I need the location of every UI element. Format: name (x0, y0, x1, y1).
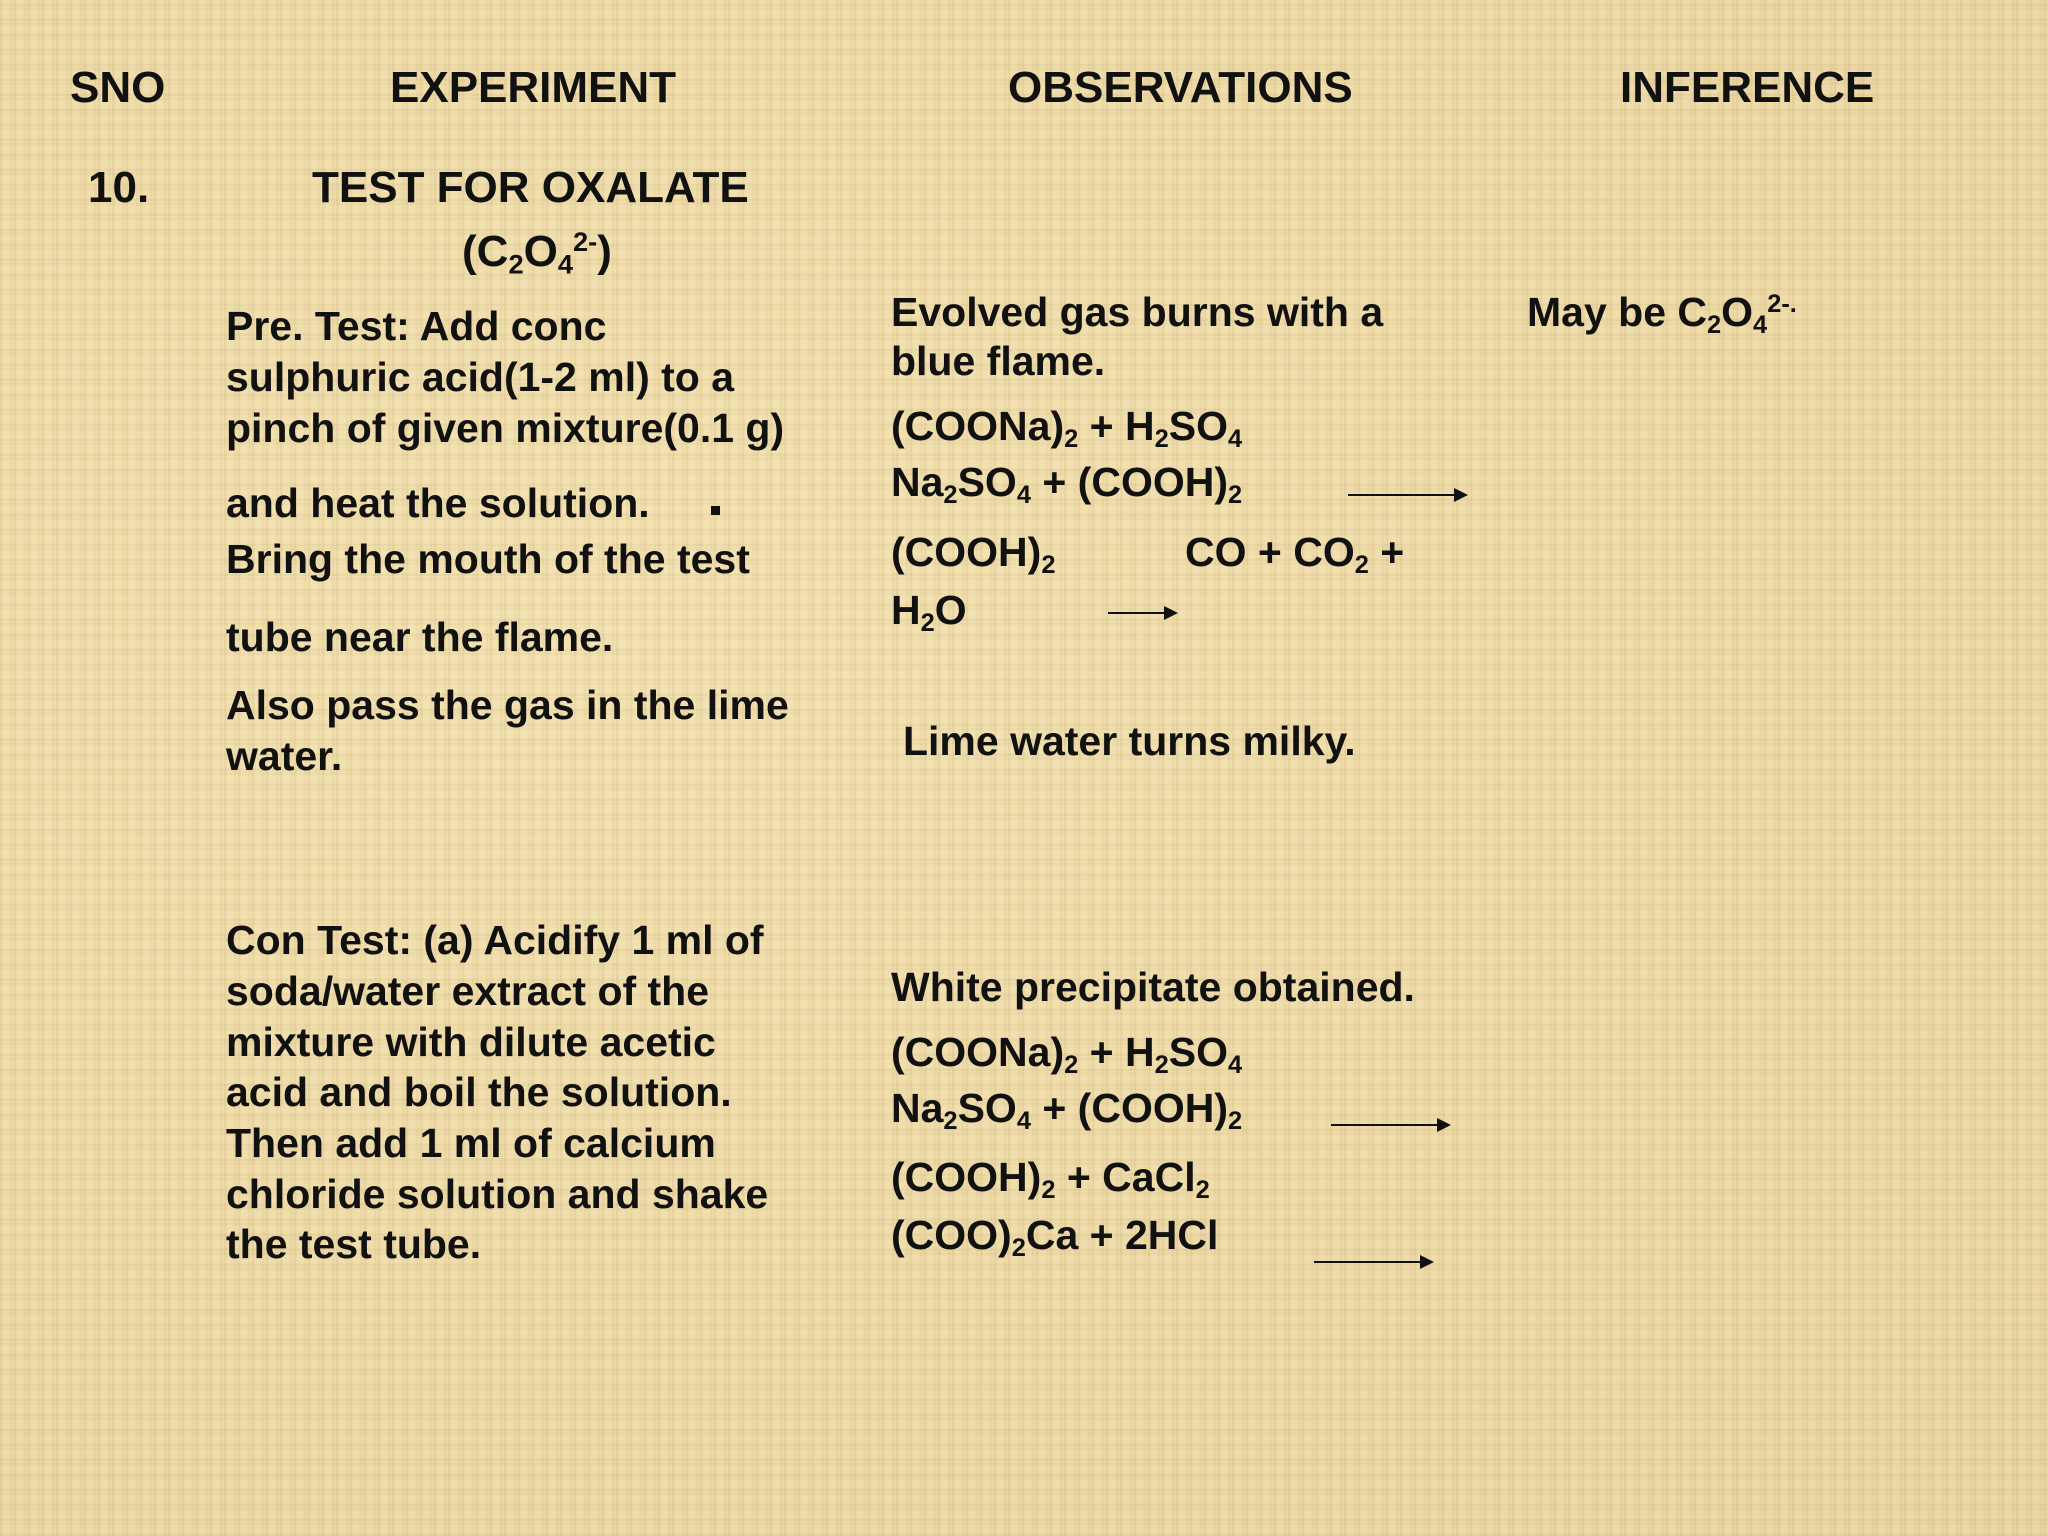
con-test-line-2: soda/water extract of the (226, 968, 710, 1014)
stray-bullet-mark (711, 506, 720, 515)
con-equation-2: $Na_2SO_4$ + $(COOH)_2$ (891, 1085, 1243, 1136)
pre-observation-line-2: blue flame. (891, 338, 1106, 384)
header-inference: INFERENCE (1620, 63, 1875, 112)
pre-equation-3: $(COOH)_2$ (891, 529, 1056, 580)
pre-equation-4: CO + $CO_2$ + (1185, 529, 1405, 580)
pre-test-line-7: Also pass the gas in the lime (226, 682, 789, 728)
pre-test-line-2: sulphuric acid(1-2 ml) to a (226, 354, 735, 400)
con-equation-4: $(COO)_2Ca + 2HCl$ (891, 1212, 1219, 1263)
oxalate-formula: $(C_2O_4^{2-})$ (462, 226, 612, 280)
pre-test-line-4: and heat the solution. (226, 480, 650, 526)
pre-observation-line-1: Evolved gas burns with a (891, 289, 1384, 335)
test-title: TEST FOR OXALATE (312, 163, 749, 212)
pre-equation-5: $H_2O$ (891, 587, 967, 638)
reaction-arrow-icon (1348, 494, 1466, 496)
header-observations: OBSERVATIONS (1008, 63, 1353, 112)
con-test-line-5: Then add 1 ml of calcium (226, 1120, 716, 1166)
pre-test-line-5: Bring the mouth of the test (226, 536, 750, 582)
con-test-line-4: acid and boil the solution. (226, 1069, 732, 1115)
lime-water-observation: Lime water turns milky. (903, 718, 1356, 764)
con-test-line-3: mixture with dilute acetic (226, 1019, 716, 1065)
con-equation-1: $(COONa)_2 + H_2SO_4$ (891, 1029, 1243, 1080)
pre-test-line-3: pinch of given mixture(0.1 g) (226, 405, 785, 451)
row-serial-number: 10. (88, 163, 150, 212)
pre-equation-2: $Na_2SO_4$ + $(COOH)_2$ (891, 459, 1243, 510)
header-experiment: EXPERIMENT (390, 63, 677, 112)
reaction-arrow-icon (1331, 1124, 1449, 1126)
con-observation: White precipitate obtained. (891, 964, 1415, 1010)
con-test-line-7: the test tube. (226, 1221, 482, 1267)
pre-test-line-8: water. (226, 733, 343, 779)
pre-test-line-1: Pre. Test: Add conc (226, 303, 607, 349)
reaction-arrow-icon (1108, 612, 1176, 614)
inference-text: May be $C_2O_4^{2-.}$ (1527, 289, 1797, 340)
header-sno: SNO (70, 63, 166, 112)
pre-test-line-6: tube near the flame. (226, 614, 614, 660)
con-test-line-6: chloride solution and shake (226, 1171, 769, 1217)
reaction-arrow-icon (1314, 1261, 1432, 1263)
con-test-line-1: Con Test: (a) Acidify 1 ml of (226, 917, 764, 963)
con-equation-3: $(COOH)_2$ + CaCl$_2$ (891, 1154, 1210, 1205)
pre-equation-1: $(COONa)_2 + H_2SO_4$ (891, 403, 1243, 454)
